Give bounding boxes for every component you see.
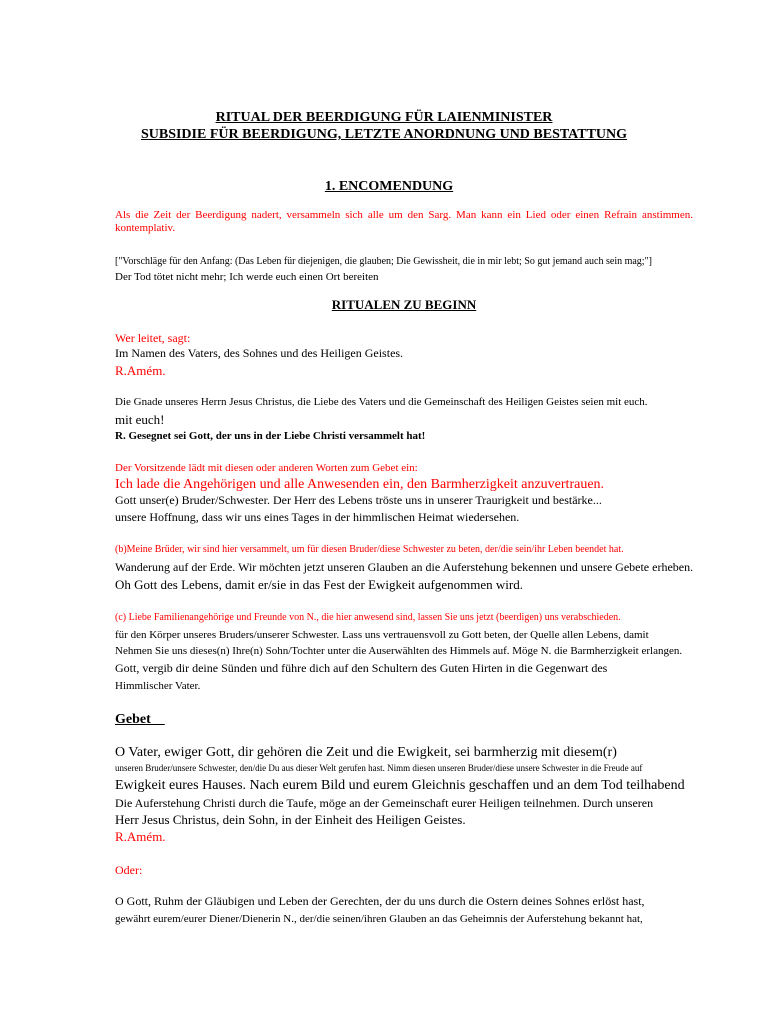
document-title-line1: RITUAL DER BEERDIGUNG FÜR LAIENMINISTER — [215, 110, 553, 125]
oder-line: Oder: — [115, 863, 143, 877]
response-blessed: R. Gesegnet sei Gott, der uns in der Liebe Christi versammelt hat! — [115, 430, 426, 442]
rituals-heading: RITUALEN ZU BEGINN — [331, 297, 477, 312]
god-forgive-line: Gott, vergib dir deine Sünden und führe dich auf den Schultern des Guten Hirten in die Gegenwart des — [115, 661, 608, 675]
oh-god-line: Oh Gott des Lebens, damit er/sie in das Fest der Ewigkeit aufgenommen wird. — [115, 577, 523, 592]
response-amen-2: R.Amém. — [115, 829, 166, 844]
document-title-line2: SUBSIDIE FÜR BEERDIGUNG, LETZTE ANORDNUNG UND BESTATTUNG — [140, 127, 628, 142]
grant-servant-line: gewährt eurem/eurer Diener/Dienerin N., der/die seinen/ihren Glauben an das Geheimnis der Auferstehung bekannt hat, — [115, 913, 643, 925]
resurrection-line: Die Auferstehung Christi durch die Taufe, möge an der Gemeinschaft eurer Heiligen teilnehmen. Durch unseren — [115, 796, 654, 810]
grace-line: Die Gnade unseres Herrn Jesus Christus, die Liebe des Vaters und die Gemeinschaft des Heiligen Geistes seien mit euch. — [115, 396, 648, 408]
suggestions-line: ["Vorschläge für den Anfang: (Das Leben für diejenigen, die glauben; Die Gewissheit, die in mir lebt; So gut jemand auch sein mag;"] — [115, 256, 653, 267]
chair-instruction: Der Vorsitzende lädt mit diesen oder anderen Worten zum Gebet ein: — [115, 462, 418, 474]
eternity-house-line: Ewigkeit eures Hauses. Nach eurem Bild und eurem Gleichnis geschaffen und an dem Tod teilhabend — [115, 778, 685, 793]
our-hope-line: unsere Hoffnung, dass wir uns eines Tages in der himmlischen Heimat wiedersehen. — [115, 510, 520, 524]
intro-instruction: Als die Zeit der Beerdigung nadert, versammeln sich alle um den Sarg. Man kann ein Lied oder einen Refrain anstimmen. kontemplativ. — [115, 209, 693, 234]
heavenly-father-line: Himmlischer Vater. — [115, 680, 201, 692]
o-god-glory-line: O Gott, Ruhm der Gläubigen und Leben der Gerechten, der du uns durch die Ostern deines Sohnes erlöst hast, — [115, 894, 645, 908]
leader-instruction: Wer leitet, sagt: — [115, 331, 191, 345]
for-body-line: für den Körper unseres Bruders/unserer Schwester. Lass uns vertrauensvoll zu Gott beten, der Quelle allen Lebens, damit — [115, 629, 649, 641]
wander-line: Wanderung auf der Erde. Wir möchten jetzt unseren Glauben an die Auferstehung bekennen und unsere Gebete erheben. — [115, 560, 694, 574]
response-amen-1: R.Amém. — [115, 363, 166, 378]
with-you-line: mit euch! — [115, 412, 165, 427]
option-b-line: (b)Meine Brüder, wir sind hier versammelt, um für diesen Bruder/diese Schwester zu beten, der/die sein/ihr Leben beendet hat. — [115, 544, 624, 555]
prayer-heading: Gebet — [115, 712, 165, 727]
take-son-line: Nehmen Sie uns dieses(n) Ihre(n) Sohn/Tochter unter die Auserwählten des Himmels auf. Möge N. die Barmherzigkeit erlangen. — [115, 645, 683, 657]
o-father-line: O Vater, ewiger Gott, dir gehören die Zeit und die Ewigkeit, sei barmherzig mit diesem(r) — [115, 745, 617, 760]
lord-jesus-line: Herr Jesus Christus, dein Sohn, in der Einheit des Heiligen Geistes. — [115, 812, 466, 827]
invite-all-line: Ich lade die Angehörigen und alle Anwesenden ein, den Barmherzigkeit anzuvertrauen. — [115, 477, 605, 492]
death-line: Der Tod tötet nicht mehr; Ich werde euch einen Ort bereiten — [115, 271, 379, 283]
god-our-brother-line: Gott unser(e) Bruder/Schwester. Der Herr des Lebens tröste uns in unserer Traurigkeit und bestärke... — [115, 493, 602, 507]
option-c-line: (c) Liebe Familienangehörige und Freunde von N., die hier anwesend sind, lassen Sie uns jetzt (beerdigen) uns verabschieden. — [115, 612, 621, 623]
in-nomine-line: Im Namen des Vaters, des Sohnes und des Heiligen Geistes. — [115, 346, 404, 360]
section-heading-encomendung: 1. ENCOMENDUNG — [324, 179, 454, 194]
our-brother-small-line: unseren Bruder/unsere Schwester, den/die Du aus dieser Welt gerufen hast. Nimm diesen unseren Bruder/diese unsere Schwester in die Freude auf — [115, 763, 643, 773]
